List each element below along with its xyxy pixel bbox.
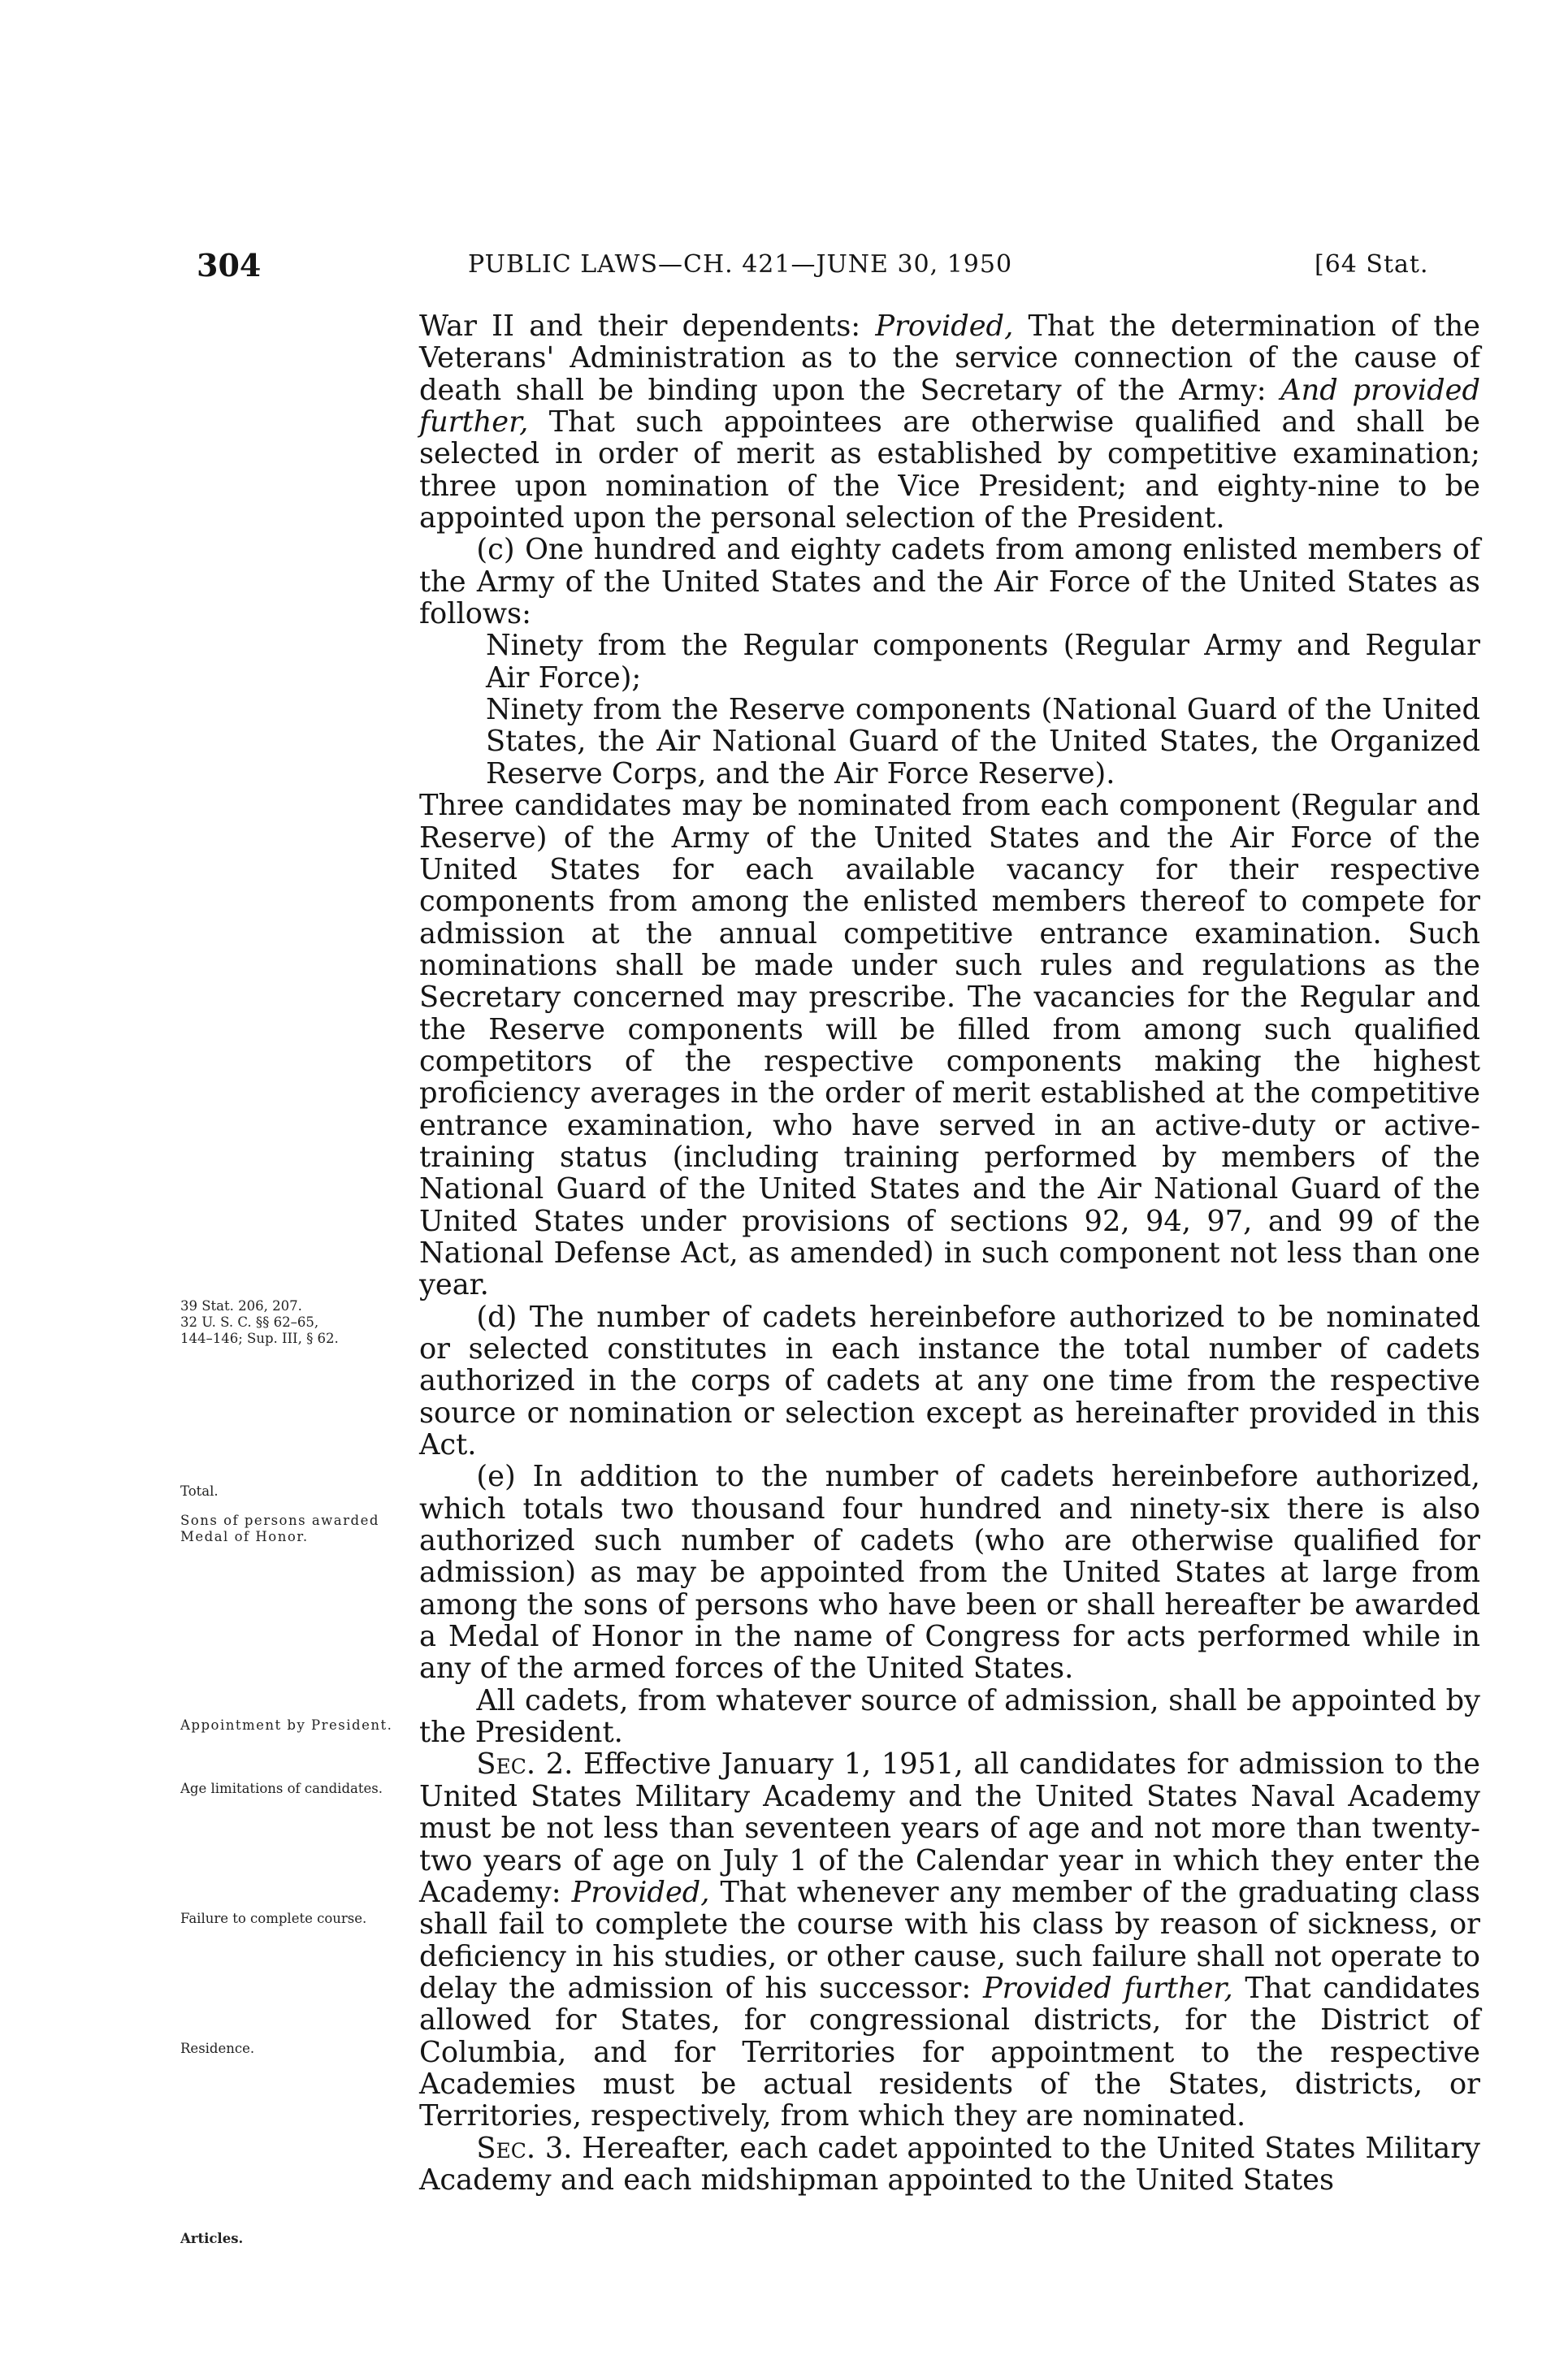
text-run: That such appointees are otherwise qualified and shall be selected in order of merit as established by competitive examination; three upon nomination of the Vice President; and eighty-nine to be appointed upon the personal selection of the President. [419,405,1480,535]
paragraph-d: (d) The number of cadets hereinbefore authorized to be nominated or selected constitutes in each instance the total number of cadets authorized in the corps of cadets at any one time from the respective source or nomination or selection except as hereinafter provided in this Act. [419,1300,1480,1462]
volume-reference: [64 Stat. [1315,250,1429,279]
text-run: That whenever any member of the graduating class shall fail to complete the course with his class by reason of sickness, or deficiency in his studies, or other cause, such failure shall not operate to delay the admission of his successor: [419,1875,1480,2005]
citation-line: 144–146; Sup. III, § 62. [180,1331,339,1346]
italic-text: Provided further, [982,1971,1233,2005]
text-run: War II and their dependents: [419,310,876,343]
margin-note-articles: Articles. [180,2231,244,2246]
margin-citation [180,1298,408,1347]
paragraph-all-cadets: All cadets, from whatever source of admission, shall be appointed by the President. [419,1683,1480,1750]
text-run: Effective January 1, 1951, all candidates for admission to the United States Military Academy and the United States Naval Academy must be not less than seventeen years of age and not more than twenty-two years of age on July 1 of the Calendar year in which they enter the Academy: [419,1747,1480,1909]
margin-note-age-limitations: Age limitations of candidates. [180,1781,383,1796]
running-head: PUBLIC LAWS—CH. 421—JUNE 30, 1950 [468,250,1013,279]
italic-text: Provided, [875,310,1014,343]
italic-text: Provided, [571,1875,710,1909]
italic-text: And provided further, [419,373,1480,440]
page-header [0,247,1568,286]
paragraph-e: (e) In addition to the number of cadets hereinbefore authorized, which totals two thousand four hundred and ninety-six there is also authorized such number of cadets (who are otherwise qualified for admission) as may be appointed from the United States at large from among the sons of persons who have been or shall hereafter be awarded a Medal of Honor in the name of Congress for acts performed while in any of the armed forces of the United States. [419,1460,1480,1686]
section-label: Sec. 2. [476,1747,574,1782]
body-text [419,310,1480,2196]
page-number: 304 [197,247,262,284]
margin-note-total: Total. [180,1483,219,1499]
margin-note-residence: Residence. [180,2041,255,2056]
list-item: Ninety from the Regular components (Regular Army and Regular Air Force); [486,629,1480,695]
paragraph-sec-2 [419,1748,1480,2132]
list-block [419,630,1480,790]
text-run: Hereafter, each cadet appointed to the United States Military Academy and each midshipman appointed to the United States [419,2131,1480,2197]
text-run: That candidates allowed for States, for congressional districts, for the District of Columbia, and for Territories for appointment to the respective Academies must be actual residents of the States, districts, or Territories, respectively, from which they are nominated. [419,1971,1481,2133]
margin-note-sons-of-persons: Sons of persons awarded Medal of Honor. [180,1513,379,1544]
margin-note-failure: Failure to complete course. [180,1911,367,1926]
paragraph-three-candidates: Three candidates may be nominated from each component (Regular and Reserve) of the Army of the United States and the Air Force of the United States for each available vacancy for their respective components from among the enlisted members thereof to compete for admission at the annual competitive entrance examination. Such nominations shall be made under such rules and regulations as the Secretary concerned may prescribe. The vacancies for the Regular and the Reserve components will be filled from among such qualified competitors of the respective components making the highest proficiency averages in the order of merit established at the competitive entrance examination, who have served in an active-duty or active-training status (including training performed by members of the National Guard of the United States and the Air National Guard of the United States under provisions of sections 92, 94, 97, and 99 of the National Defense Act, as amended) in such component not less than one year. [419,789,1480,1302]
section-label: Sec. 3. [476,2131,573,2165]
paragraph-c: (c) One hundred and eighty cadets from among enlisted members of the Army of the United States and the Air Force of the United States as follows: [419,533,1480,631]
citation-line: 32 U. S. C. §§ 62–65, [180,1314,319,1330]
citation-line: 39 Stat. 206, 207. [180,1298,302,1314]
paragraph-sec-3 [419,2133,1480,2197]
margin-note-appointment: Appointment by President. [180,1717,393,1733]
text-run: That the determination of the Veterans' Administration as to the service connection of the cause of death shall be binding upon the Secretary of the Army: [419,310,1480,407]
list-item: Ninety from the Reserve components (National Guard of the United States, the Air National Guard of the United States, the Organized Reserve Corps, and the Air Force Reserve). [486,693,1480,790]
paragraph-continuation [419,310,1480,534]
